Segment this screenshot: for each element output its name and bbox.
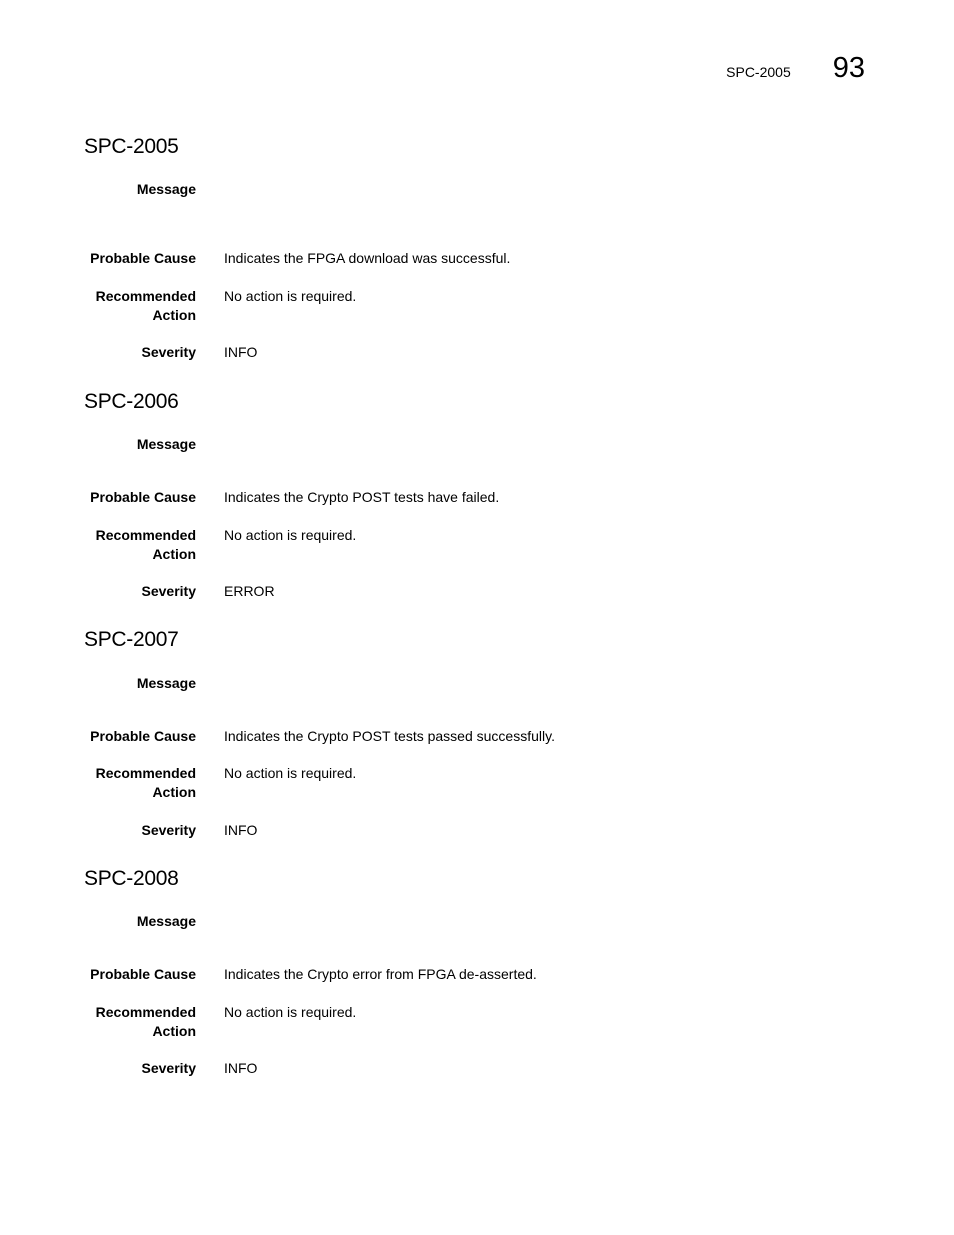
message-entry <box>84 864 844 1076</box>
probable-cause-label: Probable Cause <box>90 966 196 982</box>
probable-cause-label: Probable Cause <box>90 250 196 266</box>
recommended-action-label-line-2: Action <box>152 1023 196 1039</box>
running-header-section: SPC-2005 <box>726 64 791 80</box>
entry-title: SPC-2006 <box>84 390 179 413</box>
recommended-action-label <box>84 764 196 802</box>
severity-label: Severity <box>141 822 196 838</box>
severity-value: INFO <box>224 1060 258 1076</box>
entry-title: SPC-2007 <box>84 628 179 651</box>
recommended-action-value: No action is required. <box>224 527 357 543</box>
message-entry <box>84 132 844 360</box>
message-label: Message <box>136 913 196 929</box>
recommended-action-label-line-1: Recommended <box>95 288 196 304</box>
entry-title: SPC-2008 <box>84 867 179 890</box>
page-header <box>726 52 865 85</box>
recommended-action-label-line-1: Recommended <box>95 765 196 781</box>
severity-label: Severity <box>141 1060 196 1076</box>
severity-value: INFO <box>224 344 258 360</box>
recommended-action-label-line-1: Recommended <box>95 1004 196 1020</box>
message-label: Message <box>136 675 196 691</box>
recommended-action-label <box>84 1003 196 1041</box>
probable-cause-value: Indicates the Crypto POST tests have failed. <box>224 489 500 505</box>
probable-cause-value: Indicates the Crypto error from FPGA de-asserted. <box>224 966 537 982</box>
probable-cause-label: Probable Cause <box>90 489 196 505</box>
message-label: Message <box>136 181 196 197</box>
probable-cause-value: Indicates the Crypto POST tests passed successfully. <box>224 728 555 744</box>
recommended-action-label <box>84 287 196 325</box>
severity-value: INFO <box>224 822 258 838</box>
severity-label: Severity <box>141 344 196 360</box>
chapter-number: 93 <box>832 52 865 84</box>
message-entry <box>84 625 844 838</box>
probable-cause-value: Indicates the FPGA download was successful. <box>224 250 511 266</box>
message-label: Message <box>136 436 196 452</box>
recommended-action-value: No action is required. <box>224 288 357 304</box>
message-entry <box>84 387 844 599</box>
recommended-action-label-line-2: Action <box>152 546 196 562</box>
severity-label: Severity <box>141 583 196 599</box>
entry-title: SPC-2005 <box>84 135 179 158</box>
recommended-action-label <box>84 526 196 564</box>
recommended-action-label-line-2: Action <box>152 307 196 323</box>
recommended-action-value: No action is required. <box>224 1004 357 1020</box>
recommended-action-value: No action is required. <box>224 765 357 781</box>
probable-cause-label: Probable Cause <box>90 728 196 744</box>
recommended-action-label-line-1: Recommended <box>95 527 196 543</box>
severity-value: ERROR <box>224 583 275 599</box>
recommended-action-label-line-2: Action <box>152 784 196 800</box>
